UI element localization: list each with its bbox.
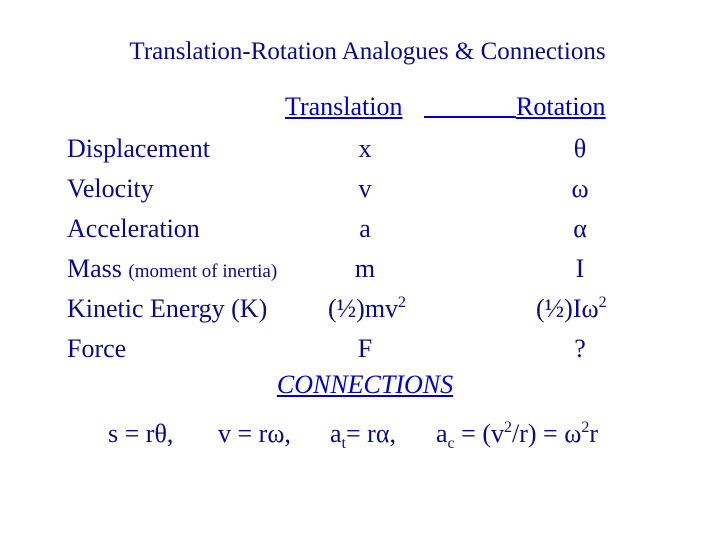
rotation-header: Rotation — [516, 92, 606, 121]
translation-kinetic-energy: $(\frac{1}{2})mv^2$ — [328, 294, 407, 323]
rotation-force: ? — [574, 334, 586, 363]
connection-displacement-eq: s = rθ, — [108, 419, 174, 448]
header-underline-divider — [424, 116, 516, 118]
rotation-acceleration: α — [573, 214, 587, 243]
rotation-velocity: ω — [571, 174, 589, 203]
row-label-force: Force — [67, 334, 127, 363]
page-title: Translation-Rotation Analogues & Connections — [129, 38, 606, 65]
row-label-velocity: Velocity — [67, 174, 154, 203]
row-label-displacement: Displacement — [67, 134, 210, 163]
translation-acceleration: a — [359, 214, 371, 243]
translation-force: F — [357, 334, 373, 363]
connection-centripetal-accel-eq: $a_c = (v^2/r) = \omega^2r$ — [436, 419, 598, 452]
row-label-mass — [67, 254, 277, 284]
row-label-acceleration: Acceleration — [67, 214, 200, 243]
rotation-kinetic-energy: $(\frac{1}{2})I\omega^2$ — [536, 294, 607, 323]
rotation-mass: I — [575, 254, 585, 283]
translation-displacement: x — [358, 134, 372, 163]
translation-velocity: v — [358, 174, 372, 203]
connection-velocity-eq: v = rω, — [218, 419, 291, 448]
translation-mass: m — [354, 254, 376, 283]
connections-heading: CONNECTIONS — [276, 370, 454, 399]
mass-label-note: (moment of inertia) — [128, 261, 278, 282]
translation-header: Translation — [285, 92, 403, 121]
rotation-displacement: θ — [573, 134, 587, 163]
connection-tangential-accel-eq: $a_t= r\alpha$, — [330, 419, 396, 452]
row-label-kinetic-energy: Kinetic Energy (K) — [67, 294, 268, 323]
mass-label: Mass — [67, 254, 122, 283]
